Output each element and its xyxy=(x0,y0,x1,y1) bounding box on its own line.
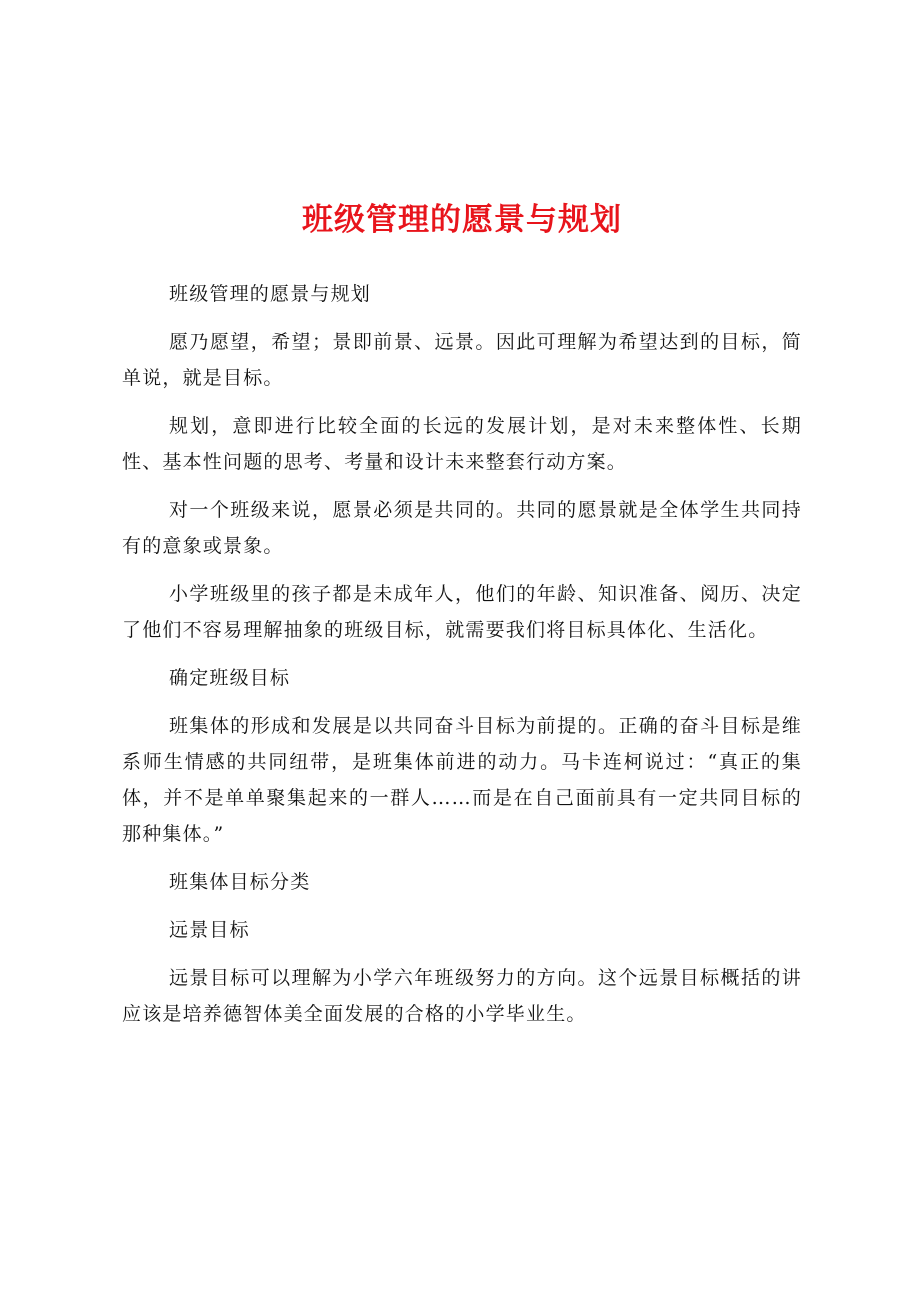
paragraph-common-goal: 班集体的形成和发展是以共同奋斗目标为前提的。正确的奋斗目标是维系师生情感的共同纽带，是班集体前进的动力。马卡连柯说过：“真正的集体，并不是单单聚集起来的一群人……而是在自己面前具有一定共同目标的那种集体。” xyxy=(122,715,802,845)
document-title: 班级管理的愿景与规划 xyxy=(302,202,622,238)
document-body xyxy=(122,276,802,1032)
heading-set-class-goals: 确定班级目标 xyxy=(169,667,291,689)
paragraph-concrete-goals: 小学班级里的孩子都是未成年人，他们的年龄、知识准备、阅历、决定了他们不容易理解抽象的班级目标，就需要我们将目标具体化、生活化。 xyxy=(122,583,802,641)
paragraph-vision-definition: 愿乃愿望，希望；景即前景、远景。因此可理解为希望达到的目标，简单说，就是目标。 xyxy=(122,331,802,389)
heading-long-term-goal: 远景目标 xyxy=(169,919,250,941)
paragraph-shared-vision: 对一个班级来说，愿景必须是共同的。共同的愿景就是全体学生共同持有的意象或景象。 xyxy=(122,499,802,557)
paragraph-long-term-goal: 远景目标可以理解为小学六年班级努力的方向。这个远景目标概括的讲应该是培养德智体美全面发展的合格的小学毕业生。 xyxy=(122,967,802,1025)
paragraph-subtitle: 班级管理的愿景与规划 xyxy=(169,283,372,305)
paragraph-planning-definition: 规划，意即进行比较全面的长远的发展计划，是对未来整体性、长期性、基本性问题的思考、考量和设计未来整套行动方案。 xyxy=(122,415,802,473)
heading-goal-categories: 班集体目标分类 xyxy=(169,871,311,893)
